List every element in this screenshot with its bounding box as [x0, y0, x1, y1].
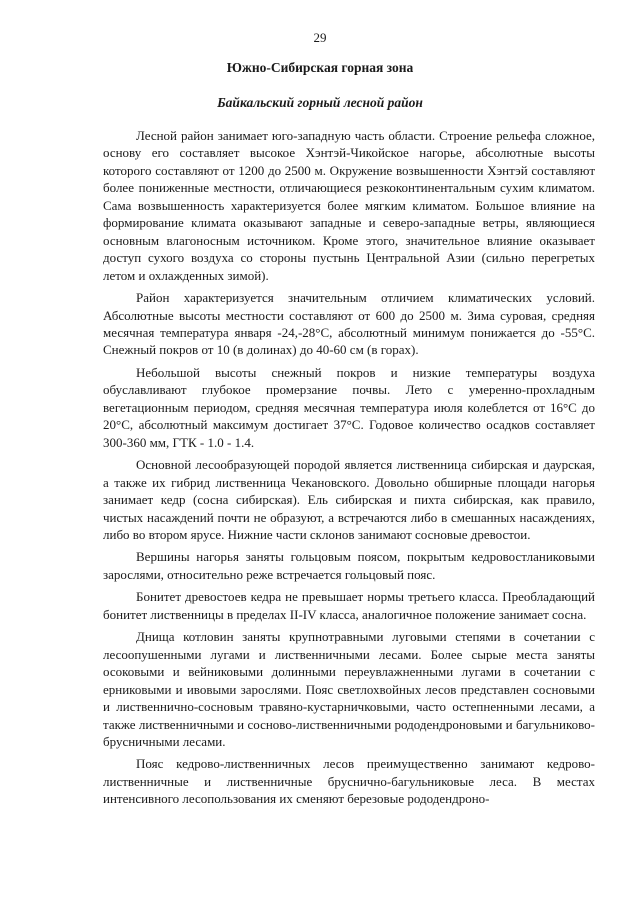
district-subheading: Байкальский горный лесной район [217, 95, 423, 110]
paragraph-snow-and-summer: Небольшой высоты снежный покров и низкие температуры воздуха обуславливают глубокое промерзание почвы. Лето с умеренно-прохладным вегетационным периодом, средняя месячная температура июля колеблется от 16°С до 20°С, абсолютный максимум достигает 37°С. Годовое количество осадков составляет 300-360 мм, ГТК - 1.0 - 1.4. [103, 364, 595, 450]
paragraph-bonitet: Бонитет древостоев кедра не превышает нормы третьего класса. Преобладающий бонитет лиственницы в пределах II-IV класса, аналогичное положение занимает сосна. [103, 589, 595, 622]
paragraph-summits: Вершины нагорья заняты гольцовым поясом, покрытым кедровостланиковыми зарослями, относительно реже встречается гольцовый пояс. [103, 549, 595, 582]
paragraph-cedar-larch-belt: Пояс кедрово-лиственничных лесов преимущественно занимают кедрово-лиственничные и лиственничные бруснично-багульниковые леса. В местах интенсивного лесопользования их сменяют березовые рододендроно- [103, 756, 595, 807]
paragraph-forest-species: Основной лесообразующей породой является лиственница сибирская и даурская, а также их гибрид лиственница Чекановского. Довольно обширные площади нагорья занимает кедр (сосна сибирская). Ель сибирская и пихта сибирская, как правило, чистых насаждений почти не образуют, а встречаются либо в смешанных насаждениях, либо во втором ярусе. Нижние части склонов занимают сосновые древостои. [103, 457, 595, 542]
body-text [103, 127, 595, 813]
paragraph-climate: Район характеризуется значительным отличием климатических условий. Абсолютные высоты местности составляют от 600 до 2500 м. Зима суровая, средняя месячная температура января -24,-28°С, абсолютный минимум понижается до -55°С. Снежный покров от 10 (в долинах) до 40-60 см (в горах). [103, 290, 595, 358]
zone-heading: Южно-Сибирская горная зона [226, 60, 414, 75]
page-number: 29 [313, 30, 327, 45]
paragraph-basins: Днища котловин заняты крупнотравными луговыми степями в сочетании с лесоопушенными лугами и лиственничными лесами. Более сырые места заняты осоковыми и вейниковыми долинными переувлажненными лугами в сочетании с ерниковыми и ивовыми зарослями. Пояс светлохвойных лесов представлен сосновыми и лиственнично-сосновым травяно-кустарничковыми, часто остепненными лесами, а также лиственничными и сосново-лиственничными рододендроновыми и багульниково-брусничными лесами. [103, 629, 595, 749]
paragraph-relief: Лесной район занимает юго-западную часть области. Строение рельефа сложное, основу его составляет высокое Хэнтэй-Чикойское нагорье, абсолютные высоты которого составляют от 1200 до 2500 м. Окружение возвышенности Хэнтэй составляют более пониженные местности, отличающиеся резкоконтинентальным сухим климатом. Сама возвышенность характеризуется более мягким климатом. Большое влияние на формирование климата оказывают западные и северо-западные ветры, являющиеся основным влагоносным источником. Кроме этого, значительное влияние оказывает доступ сухого воздуха со стороны пустынь Центральной Азии (сильно перегретых летом и охлажденных зимой). [103, 128, 595, 283]
